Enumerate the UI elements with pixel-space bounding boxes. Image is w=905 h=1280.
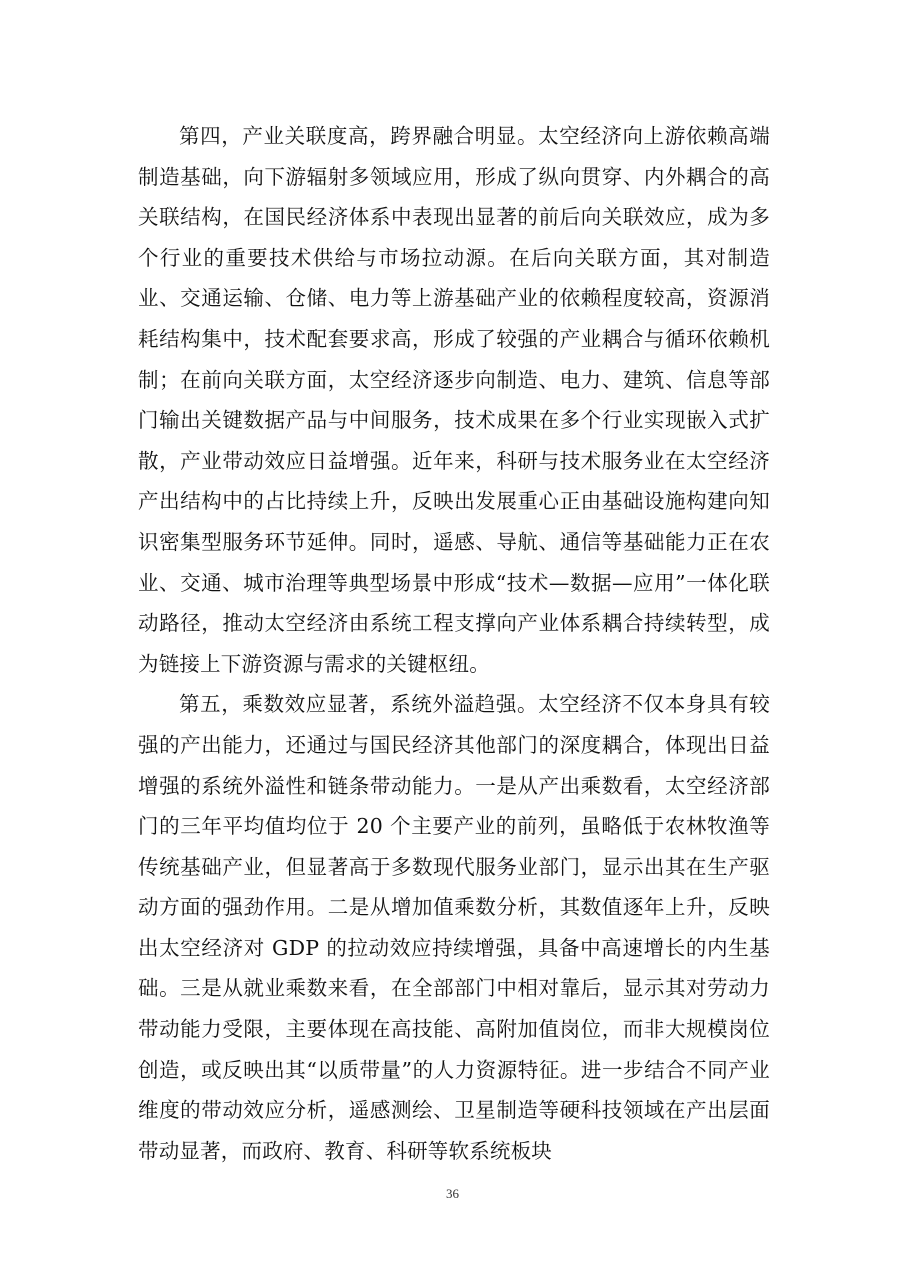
body-text xyxy=(138,116,770,1171)
paragraph-industry-linkage: 第四，产业关联度高，跨界融合明显。太空经济向上游依赖高端制造基础，向下游辐射多领域应用，形成了纵向贯穿、内外耦合的高关联结构，在国民经济体系中表现出显著的前后向关联效应，成为多个行业的重要技术供给与市场拉动源。在后向关联方面，其对制造业、交通运输、仓储、电力等上游基础产业的依赖程度较高，资源消耗结构集中，技术配套要求高，形成了较强的产业耦合与循环依赖机制；在前向关联方面，太空经济逐步向制造、电力、建筑、信息等部门输出关键数据产品与中间服务，技术成果在多个行业实现嵌入式扩散，产业带动效应日益增强。近年来，科研与技术服务业在太空经济产出结构中的占比持续上升，反映出发展重心正由基础设施构建向知识密集型服务环节延伸。同时，遥感、导航、通信等基础能力正在农业、交通、城市治理等典型场景中形成“技术—数据—应用”一体化联动路径，推动太空经济由系统工程支撑向产业体系耦合持续转型，成为链接上下游资源与需求的关键枢纽。 xyxy=(138,124,770,676)
paragraph-multiplier-effect: 第五，乘数效应显著，系统外溢趋强。太空经济不仅本身具有较强的产出能力，还通过与国民经济其他部门的深度耦合，体现出日益增强的系统外溢性和链条带动能力。一是从产出乘数看，太空经济部门的三年平均值均位于 20 个主要产业的前列，虽略低于农林牧渔等传统基础产业，但显著高于多数现代服务业部门，显示出其在生产驱动方面的强劲作用。二是从增加值乘数分析，其数值逐年上升，反映出太空经济对 GDP 的拉动效应持续增强，具备中高速增长的内生基础。三是从就业乘数来看，在全部部门中相对靠后，显示其对劳动力带动能力受限，主要体现在高技能、高附加值岗位，而非大规模岗位创造，或反映出其“以质带量”的人力资源特征。进一步结合不同产业维度的带动效应分析，遥感测绘、卫星制造等硬科技领域在产出层面带动显著，而政府、教育、科研等软系统板块 xyxy=(138,692,770,1163)
page-number: 36 xyxy=(446,1186,459,1201)
